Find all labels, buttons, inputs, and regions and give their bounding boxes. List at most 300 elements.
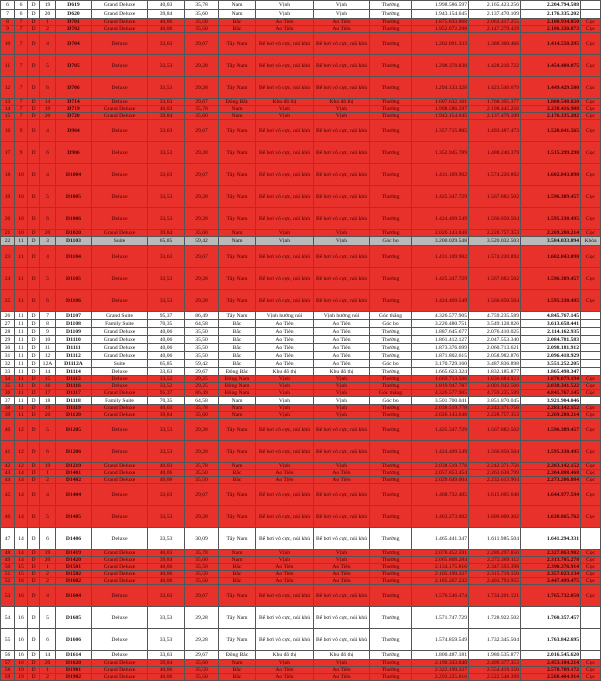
status-cell: Cọc <box>581 477 601 484</box>
unit-code-cell: D619 <box>56 1 92 10</box>
price-with-vat-cell: 2.403.793.955 <box>469 578 521 585</box>
row-number-cell: 22 <box>1 237 15 246</box>
area-net-cell: 35,50 <box>185 352 219 360</box>
table-row <box>1 328 601 336</box>
room-type-cell: Deluxe <box>92 186 148 208</box>
direction-cell: Đông Nam <box>219 390 256 397</box>
table-row <box>1 237 601 246</box>
floor-cell: 11 <box>15 268 28 290</box>
table-row <box>1 667 601 674</box>
position-cell: Thường <box>370 557 412 564</box>
view-primary-cell: Bể bơi vô cực, núi khủ <box>256 607 314 629</box>
unit-code-cell: D1103 <box>56 237 92 246</box>
row-number-cell: 49 <box>1 557 15 564</box>
unit-number-cell: 6 <box>40 208 56 230</box>
row-number-cell: 52 <box>1 578 15 585</box>
floor-cell: 19 <box>15 667 28 674</box>
status-cell <box>581 352 601 360</box>
table-row <box>1 360 601 368</box>
floor-cell: 12 <box>15 441 28 463</box>
view-secondary-cell: Bể bơi vô cực, núi khủ <box>314 55 370 77</box>
price-with-vat-cell: 2.409.377.353 <box>469 660 521 667</box>
block-cell: D <box>28 106 40 113</box>
status-cell: Cọc <box>581 571 601 578</box>
block-cell: D <box>28 328 40 336</box>
row-number-cell: 14 <box>1 106 15 113</box>
price-before-vat-cell: 1.873.376.699 <box>412 344 469 352</box>
unit-code-cell: D701 <box>56 19 92 26</box>
room-type-cell: Grand Deluxe <box>92 26 148 33</box>
area-net-cell: 64,58 <box>185 397 219 405</box>
block-cell: D <box>28 290 40 312</box>
table-row <box>1 484 601 506</box>
area-gross-cell: 39,84 <box>148 10 185 19</box>
price-with-vat-cell: 2.198.445.256 <box>469 106 521 113</box>
unit-number-cell: 20 <box>40 113 56 120</box>
unit-number-cell: 8 <box>40 320 56 328</box>
table-row <box>1 470 601 477</box>
area-net-cell: 29,67 <box>185 120 219 142</box>
total-price-cell: 2.357.823.134 <box>521 571 581 578</box>
total-price-cell: 1.602.843.090 <box>521 164 581 186</box>
position-cell: Thường <box>370 328 412 336</box>
room-type-cell: Deluxe <box>92 99 148 106</box>
unit-code-cell: D1006 <box>56 208 92 230</box>
view-primary-cell: Ao Tiên <box>256 344 314 352</box>
view-primary-cell: Bể bơi vô cực, núi khủ <box>256 268 314 290</box>
price-before-vat-cell: 4.326.577.905 <box>412 390 469 397</box>
row-number-cell: 13 <box>1 99 15 106</box>
total-price-cell: 1.602.843.090 <box>521 246 581 268</box>
status-cell: Cọc <box>581 33 601 55</box>
view-secondary-cell: Vịnh <box>314 550 370 557</box>
area-gross-cell: 33,52 <box>148 383 185 390</box>
price-with-vat-cell: 1.836.684.923 <box>469 376 521 383</box>
floor-cell: 6 <box>15 10 28 19</box>
unit-number-cell: 10 <box>40 336 56 344</box>
price-with-vat-cell: 3.549.128.826 <box>469 320 521 328</box>
unit-number-cell: 20 <box>40 10 56 19</box>
unit-number-cell: 19 <box>40 405 56 412</box>
row-number-cell: 8 <box>1 19 15 26</box>
unit-code-cell: D704 <box>56 33 92 55</box>
view-primary-cell: Vịnh <box>256 237 314 246</box>
unit-number-cell: 1 <box>40 470 56 477</box>
total-price-cell: 2.390.276.914 <box>521 564 581 571</box>
unit-code-cell: D1107 <box>56 312 92 320</box>
row-number-cell: 17 <box>1 142 15 164</box>
area-net-cell: 29,67 <box>185 368 219 376</box>
direction-cell: Nam <box>219 1 256 10</box>
room-type-cell: Deluxe <box>92 629 148 651</box>
view-secondary-cell: Vịnh <box>314 390 370 397</box>
view-primary-cell: Khu đô thị <box>256 99 314 106</box>
price-with-vat-cell: 2.315.719.150 <box>469 571 521 578</box>
view-secondary-cell: Ao Tiên <box>314 674 370 681</box>
area-gross-cell: 40,06 <box>148 336 185 344</box>
status-cell: Cọc <box>581 55 601 77</box>
area-net-cell: 29,28 <box>185 77 219 99</box>
area-gross-cell: 40,03 <box>148 106 185 113</box>
view-secondary-cell: Vịnh <box>314 383 370 390</box>
price-with-vat-cell: 1.609.600.302 <box>469 506 521 528</box>
view-secondary-cell: Bể bơi vô cực, núi khủ <box>314 164 370 186</box>
direction-cell: Tây Nam <box>219 142 256 164</box>
total-price-cell: 3.584.033.094 <box>521 237 581 246</box>
price-with-vat-cell: 2.063.417.255 <box>469 19 521 26</box>
unit-number-cell: 4 <box>40 484 56 506</box>
total-price-cell: 2.038.341.522 <box>521 383 581 390</box>
unit-code-cell: D1109 <box>56 328 92 336</box>
price-with-vat-cell: 1.728.922.502 <box>469 607 521 629</box>
direction-cell: Tây Nam <box>219 208 256 230</box>
floor-cell: 11 <box>15 352 28 360</box>
view-primary-cell: Ao Tiên <box>256 19 314 26</box>
area-gross-cell: 39,84 <box>148 557 185 564</box>
price-before-vat-cell: 1.952.072.208 <box>412 26 469 33</box>
position-cell: Thường <box>370 142 412 164</box>
room-type-cell: Grand Deluxe <box>92 344 148 352</box>
view-primary-cell: Vịnh hướng núi <box>256 312 314 320</box>
view-secondary-cell: Bể bơi vô cực, núi khủ <box>314 441 370 463</box>
total-price-cell: 1.596.389.457 <box>521 186 581 208</box>
view-primary-cell: Vịnh <box>256 412 314 419</box>
room-type-cell: Grand Deluxe <box>92 390 148 397</box>
room-type-cell: Grand Deluxe <box>92 463 148 470</box>
position-cell: Góc thẳng <box>370 390 412 397</box>
table-row <box>1 336 601 344</box>
view-primary-cell: Vịnh <box>256 230 314 237</box>
price-with-vat-cell: 2.232.613.904 <box>469 477 521 484</box>
status-cell: Cọc <box>581 77 601 99</box>
row-number-cell: 44 <box>1 477 15 484</box>
view-secondary-cell: Vịnh <box>314 376 370 383</box>
unit-code-cell: D1004 <box>56 164 92 186</box>
view-secondary-cell: Vịnh <box>314 405 370 412</box>
row-number-cell: 30 <box>1 344 15 352</box>
view-secondary-cell: Vịnh <box>314 463 370 470</box>
unit-number-cell: 2 <box>40 477 56 484</box>
table-row <box>1 26 601 33</box>
status-cell: Cọc <box>581 419 601 441</box>
room-type-cell: Grand Deluxe <box>92 405 148 412</box>
price-before-vat-cell: 1.943.154.645 <box>412 113 469 120</box>
unit-number-cell: 5 <box>40 607 56 629</box>
total-price-cell: 3.921.904.046 <box>521 397 581 405</box>
area-gross-cell: 40,03 <box>148 463 185 470</box>
area-gross-cell: 40,06 <box>148 26 185 33</box>
view-secondary-cell: Bể bơi vô cực, núi khủ <box>314 607 370 629</box>
room-type-cell: Grand Deluxe <box>92 336 148 344</box>
table-row <box>1 557 601 564</box>
unit-code-cell: D1219 <box>56 463 92 470</box>
view-primary-cell: Vịnh <box>256 10 314 19</box>
area-net-cell: 35,60 <box>185 230 219 237</box>
area-gross-cell: 33,63 <box>148 164 185 186</box>
room-type-cell: Deluxe <box>92 246 148 268</box>
status-cell: Cọc <box>581 142 601 164</box>
row-number-cell: 38 <box>1 405 15 412</box>
row-number-cell: 45 <box>1 484 15 506</box>
room-type-cell: Deluxe <box>92 651 148 660</box>
floor-cell: 11 <box>15 312 28 320</box>
position-cell: Thường <box>370 607 412 629</box>
direction-cell: Đông Bắc <box>219 651 256 660</box>
row-number-cell: 28 <box>1 328 15 336</box>
room-type-cell: Grand Deluxe <box>92 571 148 578</box>
room-type-cell: Deluxe <box>92 506 148 528</box>
floor-cell: 11 <box>15 237 28 246</box>
price-with-vat-cell: 1.567.882.502 <box>469 419 521 441</box>
position-cell: Thường <box>370 336 412 344</box>
total-price-cell: 2.238.416.988 <box>521 106 581 113</box>
direction-cell: Đông Nam <box>219 383 256 390</box>
total-price-cell: 4.845.767.145 <box>521 390 581 397</box>
table-row <box>1 230 601 237</box>
total-price-cell: 1.641.294.331 <box>521 528 581 550</box>
block-cell: D <box>28 441 40 463</box>
price-with-vat-cell: 2.242.371.756 <box>469 405 521 412</box>
price-before-vat-cell: 2.134.175.816 <box>412 564 469 571</box>
room-type-cell: Grand Deluxe <box>92 578 148 585</box>
direction-cell: Bắc <box>219 26 256 33</box>
price-before-vat-cell: 1.262.091.333 <box>412 33 469 55</box>
unit-number-cell: 14 <box>40 651 56 660</box>
price-before-vat-cell: 1.465.441.347 <box>412 528 469 550</box>
view-secondary-cell: Ao Tiên <box>314 26 370 33</box>
price-with-vat-cell: 2.147.279.429 <box>469 26 521 33</box>
price-before-vat-cell: 3.226.480.751 <box>412 320 469 328</box>
position-cell: Thường <box>370 376 412 383</box>
unit-number-cell: 20 <box>40 660 56 667</box>
position-cell: Thường <box>370 106 412 113</box>
unit-code-cell: D1116 <box>56 383 92 390</box>
table-body <box>1 1 601 681</box>
view-secondary-cell: Bể bơi vô cực, núi khủ <box>314 120 370 142</box>
unit-number-cell: 19 <box>40 1 56 10</box>
position-cell: Thường <box>370 368 412 376</box>
status-cell: Cọc <box>581 290 601 312</box>
view-primary-cell: Bể bơi vô cực, núi khủ <box>256 441 314 463</box>
room-type-cell: Suite <box>92 360 148 368</box>
block-cell: D <box>28 550 40 557</box>
view-secondary-cell: Bể bơi vô cực, núi khủ <box>314 484 370 506</box>
unit-code-cell: D1604 <box>56 585 92 607</box>
status-cell: Cọc <box>581 412 601 419</box>
direction-cell: Tây Nam <box>219 585 256 607</box>
block-cell: D <box>28 564 40 571</box>
room-type-cell: Grand Deluxe <box>92 667 148 674</box>
room-type-cell: Grand Deluxe <box>92 564 148 571</box>
room-type-cell: Family Suite <box>92 320 148 328</box>
status-cell: Cọc <box>581 484 601 506</box>
unit-number-cell: 5 <box>40 55 56 77</box>
table-row <box>1 506 601 528</box>
area-gross-cell: 40,06 <box>148 477 185 484</box>
floor-cell: 11 <box>15 390 28 397</box>
status-cell: Cọc <box>581 564 601 571</box>
room-type-cell: Deluxe <box>92 33 148 55</box>
floor-cell: 11 <box>15 344 28 352</box>
unit-code-cell: D1114 <box>56 368 92 376</box>
block-cell: D <box>28 142 40 164</box>
price-with-vat-cell: 1.734.201.121 <box>469 585 521 607</box>
position-cell: Thường <box>370 550 412 557</box>
direction-cell: Đông Nam <box>219 376 256 383</box>
table-row <box>1 405 601 412</box>
area-net-cell: 35,50 <box>185 571 219 578</box>
price-before-vat-cell: 1.669.713.566 <box>412 376 469 383</box>
floor-cell: 16 <box>15 660 28 667</box>
room-type-cell: Grand Deluxe <box>92 19 148 26</box>
room-type-cell: Deluxe <box>92 607 148 629</box>
floor-cell: 7 <box>15 77 28 99</box>
view-secondary-cell: Khu đô thị <box>314 651 370 660</box>
table-row <box>1 376 601 383</box>
floor-cell: 11 <box>15 336 28 344</box>
area-gross-cell: 33,53 <box>148 441 185 463</box>
floor-cell: 10 <box>15 208 28 230</box>
view-primary-cell: Vịnh <box>256 463 314 470</box>
unit-number-cell: 3 <box>40 237 56 246</box>
unit-number-cell: 19 <box>40 463 56 470</box>
position-cell: Thường <box>370 344 412 352</box>
area-gross-cell: 40,06 <box>148 564 185 571</box>
price-before-vat-cell: 2.026.143.048 <box>412 230 469 237</box>
view-secondary-cell: Vịnh <box>314 106 370 113</box>
unit-code-cell: D1112A <box>56 360 92 368</box>
row-number-cell: 33 <box>1 368 15 376</box>
area-net-cell: 29,67 <box>185 651 219 660</box>
unit-number-cell: 20 <box>40 412 56 419</box>
unit-number-cell: 6 <box>40 441 56 463</box>
status-cell <box>581 336 601 344</box>
position-cell: Thường <box>370 660 412 667</box>
unit-code-cell: D1401 <box>56 470 92 477</box>
price-with-vat-cell: 1.567.882.502 <box>469 186 521 208</box>
row-number-cell: 29 <box>1 336 15 344</box>
block-cell: D <box>28 55 40 77</box>
unit-number-cell: 6 <box>40 77 56 99</box>
unit-number-cell: 6 <box>40 142 56 164</box>
table-row <box>1 142 601 164</box>
price-before-vat-cell: 1.871.802.615 <box>412 352 469 360</box>
block-cell: D <box>28 99 40 106</box>
view-primary-cell: Ao Tiên <box>256 328 314 336</box>
row-number-cell: 23 <box>1 246 15 268</box>
price-before-vat-cell: 1.357.715.885 <box>412 120 469 142</box>
direction-cell: Bắc <box>219 360 256 368</box>
total-price-cell: 1.765.732.050 <box>521 585 581 607</box>
area-net-cell: 35,60 <box>185 660 219 667</box>
table-row <box>1 99 601 106</box>
price-before-vat-cell: 2.078.452.591 <box>412 550 469 557</box>
view-primary-cell: Bể bơi vô cực, núi khủ <box>256 186 314 208</box>
block-cell: D <box>28 33 40 55</box>
status-cell <box>581 607 601 629</box>
unit-number-cell: 5 <box>40 506 56 528</box>
floor-cell: 19 <box>15 674 28 681</box>
table-row <box>1 1 601 10</box>
floor-cell: 9 <box>15 142 28 164</box>
status-cell <box>581 312 601 320</box>
table-row <box>1 268 601 290</box>
unit-number-cell: 2 <box>40 571 56 578</box>
view-primary-cell: Ao Tiên <box>256 352 314 360</box>
floor-cell: 11 <box>15 397 28 405</box>
area-net-cell: 35,78 <box>185 550 219 557</box>
area-gross-cell: 40,06 <box>148 571 185 578</box>
block-cell: D <box>28 186 40 208</box>
direction-cell: Bắc <box>219 674 256 681</box>
row-number-cell: 36 <box>1 390 15 397</box>
view-secondary-cell: Bể bơi vô cực, núi khủ <box>314 419 370 441</box>
area-gross-cell: 39,84 <box>148 660 185 667</box>
total-price-cell: 2.084.781.583 <box>521 336 581 344</box>
area-gross-cell: 33,53 <box>148 629 185 651</box>
unit-code-cell: D1104 <box>56 246 92 268</box>
block-cell: D <box>28 77 40 99</box>
floor-cell: 14 <box>15 484 28 506</box>
room-type-cell: Deluxe <box>92 290 148 312</box>
area-net-cell: 35,50 <box>185 564 219 571</box>
view-primary-cell: Vịnh <box>256 106 314 113</box>
direction-cell: Đông Bắc <box>219 99 256 106</box>
price-before-vat-cell: 2.057.853.454 <box>412 470 469 477</box>
status-cell: Khóa <box>581 237 601 246</box>
price-before-vat-cell: 2.026.143.048 <box>412 412 469 419</box>
area-gross-cell: 40,06 <box>148 470 185 477</box>
row-number-cell: 18 <box>1 164 15 186</box>
view-primary-cell: Vịnh <box>256 397 314 405</box>
view-primary-cell: Bể bơi vô cực, núi khủ <box>256 629 314 651</box>
unit-code-cell: D1108 <box>56 320 92 328</box>
room-type-cell: Deluxe <box>92 484 148 506</box>
status-cell: Cọc <box>581 99 601 106</box>
status-cell <box>581 368 601 376</box>
position-cell: Thường <box>370 383 412 390</box>
room-type-cell: Deluxe <box>92 142 148 164</box>
block-cell: D <box>28 10 40 19</box>
status-cell: Cọc <box>581 674 601 681</box>
unit-number-cell: 4 <box>40 246 56 268</box>
row-number-cell: 9 <box>1 26 15 33</box>
area-gross-cell: 40,06 <box>148 352 185 360</box>
area-gross-cell: 33,53 <box>148 290 185 312</box>
room-type-cell: Grand Deluxe <box>92 328 148 336</box>
view-primary-cell: Vịnh <box>256 557 314 564</box>
position-cell: Thường <box>370 585 412 607</box>
block-cell: D <box>28 120 40 142</box>
view-secondary-cell: Bể bơi vô cực, núi khủ <box>314 142 370 164</box>
unit-number-cell: 2 <box>40 26 56 33</box>
room-type-cell: Grand Deluxe <box>92 674 148 681</box>
total-price-cell: 2.100.934.050 <box>521 19 581 26</box>
unit-code-cell: D1110 <box>56 336 92 344</box>
unit-code-cell: D1020 <box>56 230 92 237</box>
floor-cell: 7 <box>15 113 28 120</box>
total-price-cell: 4.845.767.145 <box>521 312 581 320</box>
price-with-vat-cell: 1.428.216.722 <box>469 55 521 77</box>
table-row <box>1 368 601 376</box>
block-cell: D <box>28 376 40 383</box>
position-cell: Thường <box>370 99 412 106</box>
room-type-cell: Grand Deluxe <box>92 230 148 237</box>
position-cell: Thường <box>370 667 412 674</box>
price-with-vat-cell: 2.060.713.621 <box>469 344 521 352</box>
view-secondary-cell: Bể bơi vô cực, núi khủ <box>314 528 370 550</box>
area-gross-cell: 40,06 <box>148 328 185 336</box>
